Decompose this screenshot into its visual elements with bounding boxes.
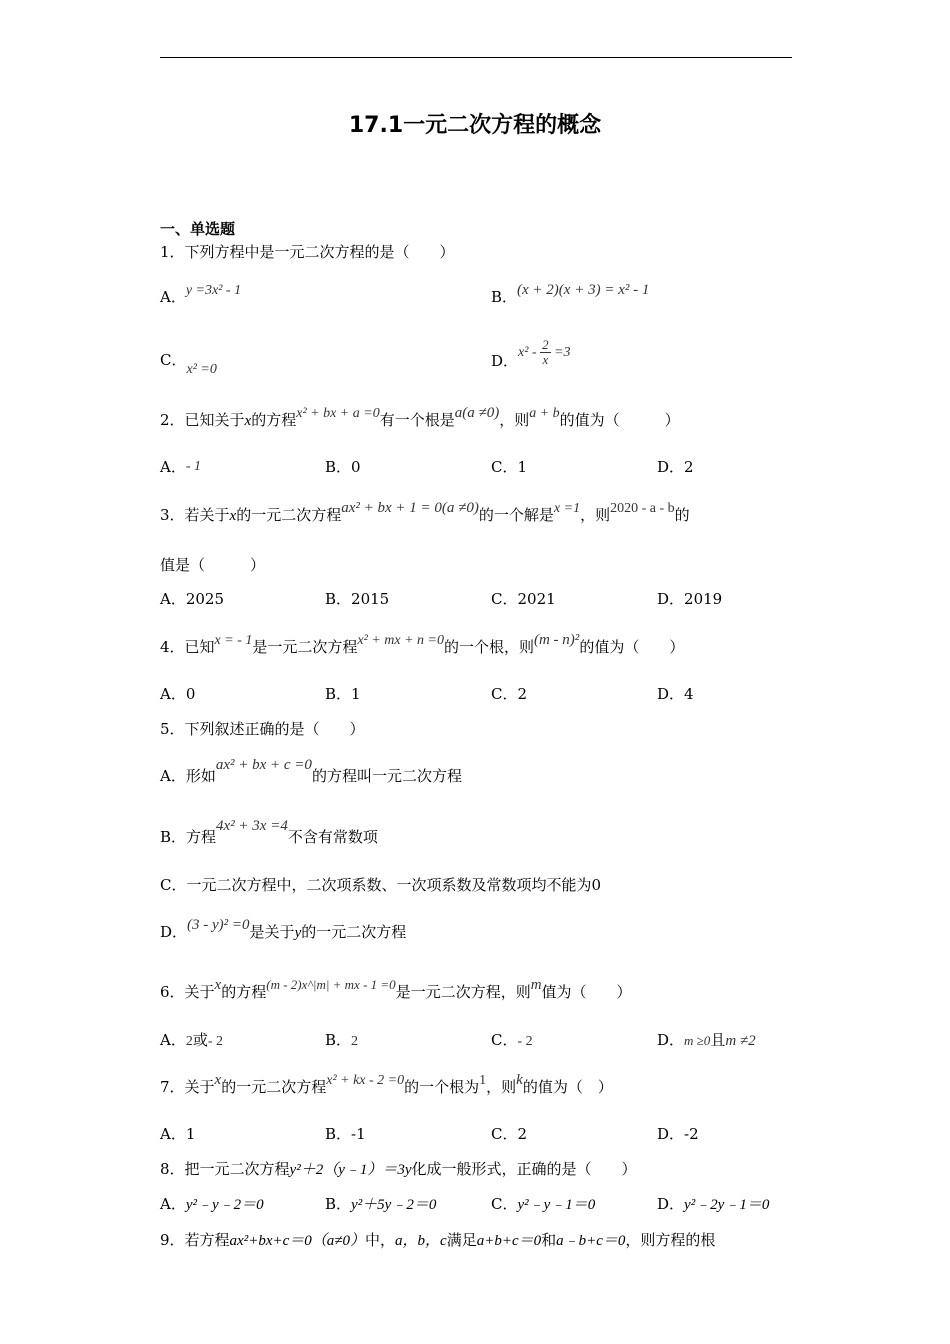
- q4-option-a[interactable]: A．0: [160, 685, 196, 703]
- q8-option-b[interactable]: B．y²＋5y﹣2＝0: [325, 1195, 437, 1213]
- q1-d-formula: x² - $\frac{2}{x}$ =3: [518, 337, 571, 367]
- q3-option-c[interactable]: C．2021: [491, 590, 556, 608]
- question-6-stem: 6．关于x的方程(m - 2)x^|m| + mx - 1 =0是一元二次方程，则m值为（ ）: [160, 977, 632, 1001]
- q1-option-b[interactable]: B．(x + 2)(x + 3) = x² - 1: [491, 282, 650, 306]
- q6-option-d[interactable]: D．m ≥0且m ≠2: [657, 1031, 756, 1049]
- question-9-stem: 9．若方程ax²+bx+c＝0（a≠0）中，a，b，c满足a+b+c＝0和a﹣b+c＝0，则方程的根: [160, 1231, 716, 1249]
- q7-option-b[interactable]: B．-1: [325, 1125, 366, 1143]
- question-5-stem: 5．下列叙述正确的是（ ）: [160, 720, 365, 738]
- q5-option-b[interactable]: B．方程4x² + 3x =4不含有常数项: [160, 818, 378, 846]
- question-2-stem: 2．已知关于x的方程x² + bx + a =0有一个根是a(a ≠0)，则a + b的值为（ ）: [160, 405, 680, 429]
- q6-option-a[interactable]: A．2或- 2: [160, 1031, 224, 1049]
- q6-option-b[interactable]: B．2: [325, 1031, 359, 1049]
- q1-option-c[interactable]: C．x² =0: [160, 351, 217, 377]
- q1-option-d[interactable]: D．x² - $\frac{2}{x}$ =3: [491, 337, 571, 370]
- q7-option-a[interactable]: A．1: [160, 1125, 196, 1143]
- q3-option-a[interactable]: A．2025: [160, 590, 225, 608]
- question-3-stem: 3．若关于x的一元二次方程ax² + bx + 1 = 0(a ≠0)的一个解是x =1，则2020 - a - b的: [160, 500, 690, 524]
- q1-a-formula: y =3x² - 1: [185, 283, 242, 298]
- question-8-stem: 8．把一元二次方程y²＋2（y﹣1）＝3y化成一般形式，正确的是（ ）: [160, 1160, 637, 1178]
- q4-option-b[interactable]: B．1: [325, 685, 361, 703]
- q4-option-d[interactable]: D．4: [657, 685, 694, 703]
- q5-option-d[interactable]: D．(3 - y)² =0是关于y的一元二次方程: [160, 917, 407, 941]
- section-heading: 一、单选题: [160, 220, 236, 238]
- q2-option-a[interactable]: A．- 1: [160, 458, 202, 476]
- q2-option-c[interactable]: C．1: [491, 458, 528, 476]
- q8-option-d[interactable]: D．y²﹣2y﹣1＝0: [657, 1195, 770, 1213]
- q1-c-formula: x² =0: [186, 362, 217, 377]
- q5-option-a[interactable]: A．形如ax² + bx + c =0的方程叫一元二次方程: [160, 757, 462, 785]
- q6-option-c[interactable]: C．- 2: [491, 1031, 533, 1049]
- question-3-stem-cont: 值是（ ）: [160, 556, 266, 574]
- q1-option-a[interactable]: A．y =3x² - 1: [160, 283, 242, 306]
- q2-option-d[interactable]: D．2: [657, 458, 694, 476]
- q1-b-formula: (x + 2)(x + 3) = x² - 1: [517, 282, 650, 298]
- q3-option-d[interactable]: D．2019: [657, 590, 723, 608]
- q8-option-c[interactable]: C．y²﹣y﹣1＝0: [491, 1195, 596, 1213]
- question-4-stem: 4．已知x = - 1是一元二次方程x² + mx + n =0的一个根，则(m - n)²的值为（ ）: [160, 632, 685, 656]
- page-title: 17.1一元二次方程的概念: [348, 113, 602, 138]
- q4-option-c[interactable]: C．2: [491, 685, 528, 703]
- q3-option-b[interactable]: B．2015: [325, 590, 390, 608]
- question-7-stem: 7．关于x的一元二次方程x² + kx - 2 =0的一个根为1，则k的值为（ ）: [160, 1072, 613, 1096]
- q8-option-a[interactable]: A．y²﹣y﹣2＝0: [160, 1195, 264, 1213]
- q2-option-b[interactable]: B．0: [325, 458, 361, 476]
- header-rule: [160, 57, 792, 58]
- q7-option-d[interactable]: D．-2: [657, 1125, 699, 1143]
- q7-option-c[interactable]: C．2: [491, 1125, 528, 1143]
- question-1-stem: 1．下列方程中是一元二次方程的是（ ）: [160, 243, 455, 261]
- q5-option-c[interactable]: C．一元二次方程中，二次项系数、一次项系数及常数项均不能为0: [160, 876, 602, 894]
